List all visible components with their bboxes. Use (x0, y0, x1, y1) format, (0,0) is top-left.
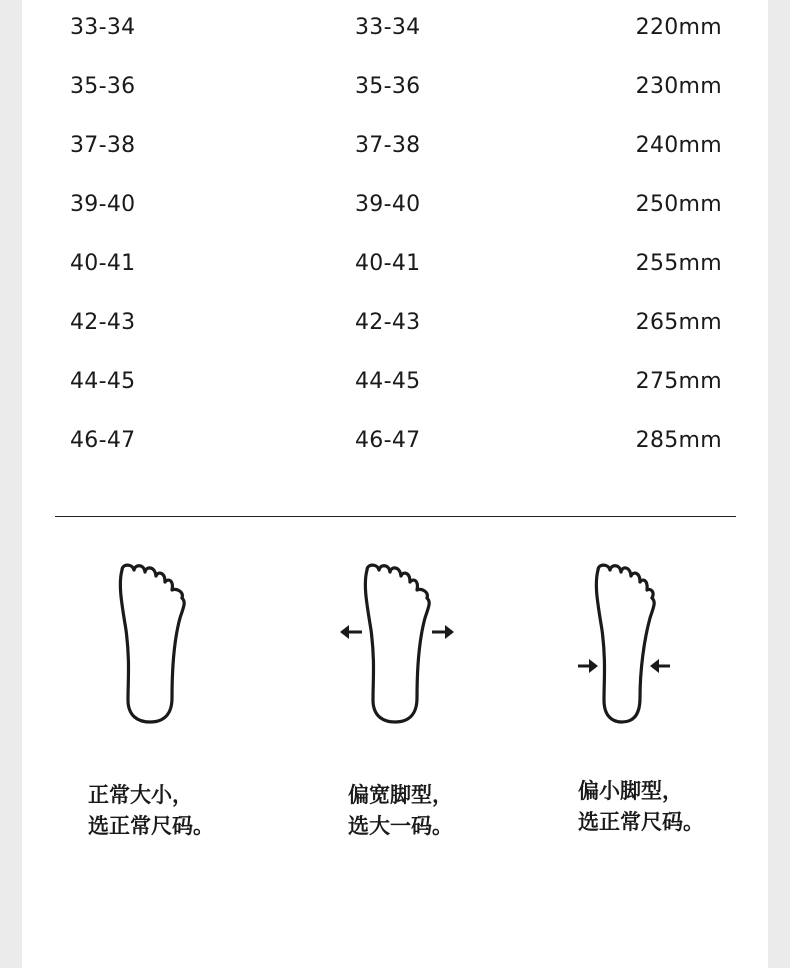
size-guide-card (22, 0, 768, 968)
foot-length-cell: 220mm (635, 15, 722, 40)
foot-length-cell: 240mm (635, 133, 722, 158)
foot-outline-icon (108, 560, 198, 730)
eu-size-cell: 37-38 (70, 133, 136, 158)
foot-length-cell: 230mm (635, 74, 722, 99)
caption-line: 选大一码。 (348, 814, 453, 838)
narrow-foot-inward-arrows-icon (578, 560, 678, 730)
eu-size-cell: 40-41 (70, 251, 136, 276)
cn-size-cell: 46-47 (355, 428, 421, 453)
table-row (22, 362, 768, 402)
eu-size-cell: 46-47 (70, 428, 136, 453)
cn-size-cell: 37-38 (355, 133, 421, 158)
caption-line: 选正常尺码。 (578, 810, 704, 834)
eu-size-cell: 35-36 (70, 74, 136, 99)
narrow-foot-caption (578, 776, 704, 838)
foot-length-cell: 265mm (635, 310, 722, 335)
table-row (22, 244, 768, 284)
cn-size-cell: 35-36 (355, 74, 421, 99)
table-row (22, 67, 768, 107)
eu-size-cell: 39-40 (70, 192, 136, 217)
cn-size-cell: 44-45 (355, 369, 421, 394)
foot-length-cell: 285mm (635, 428, 722, 453)
table-row (22, 185, 768, 225)
eu-size-cell: 42-43 (70, 310, 136, 335)
cn-size-cell: 33-34 (355, 15, 421, 40)
foot-length-cell: 275mm (635, 369, 722, 394)
cn-size-cell: 39-40 (355, 192, 421, 217)
table-row (22, 126, 768, 166)
table-row (22, 303, 768, 343)
eu-size-cell: 33-34 (70, 15, 136, 40)
caption-line: 偏小脚型， (578, 779, 683, 803)
foot-length-cell: 255mm (635, 251, 722, 276)
wide-foot-caption (348, 780, 453, 842)
eu-size-cell: 44-45 (70, 369, 136, 394)
section-divider (55, 516, 736, 517)
caption-line: 正常大小， (88, 783, 193, 807)
table-row (22, 421, 768, 461)
foot-length-cell: 250mm (635, 192, 722, 217)
caption-line: 选正常尺码。 (88, 814, 214, 838)
normal-foot-caption (88, 780, 214, 842)
cn-size-cell: 40-41 (355, 251, 421, 276)
wide-foot-outward-arrows-icon (338, 560, 458, 730)
table-row (22, 8, 768, 48)
cn-size-cell: 42-43 (355, 310, 421, 335)
caption-line: 偏宽脚型， (348, 783, 453, 807)
